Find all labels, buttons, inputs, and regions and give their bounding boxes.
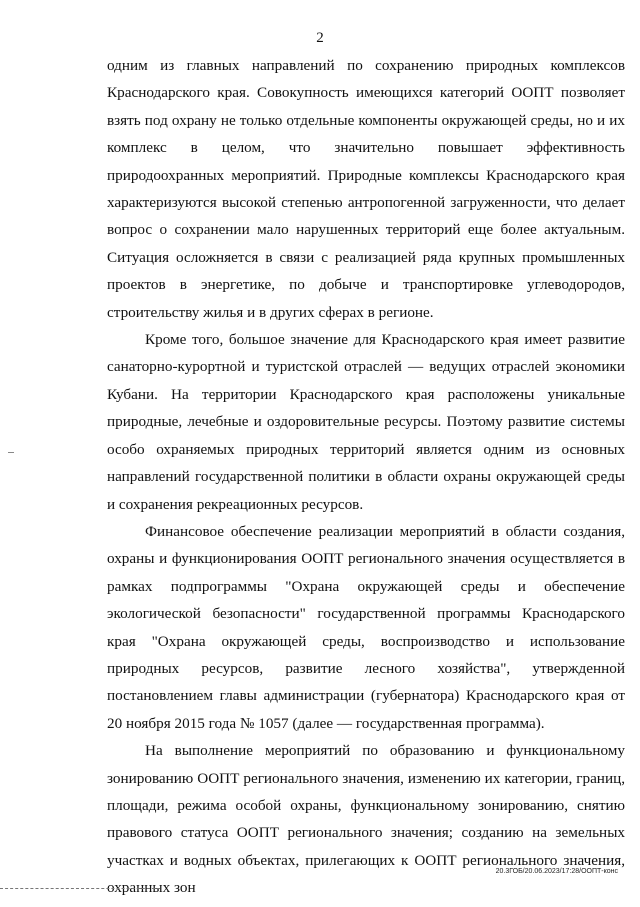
footer-dashed-line [0, 888, 160, 889]
paragraph-tourism: Кроме того, большое значение для Краснодарского края имеет развитие санаторно-курортной и туристской отраслей — ведущих отраслей экономики Кубани. На территории Краснодарского края расположены уникальные природные, лечебные и оздоровительные ресурсы. Поэтому развитие системы особо охраняемых природных территорий является одним из основных направлений государственной политики в области охраны окружающей среды и сохранения рекреационных ресурсов. [107, 331, 625, 513]
paragraph-financing: Финансовое обеспечение реализации мероприятий в области создания, охраны и функционирования ООПТ регионального значения осуществляется в рамках подпрограммы "Охрана окружающей среды и обеспечение экологической безопасности" государственной программы Краснодарского края "Охрана окружающей среды, воспроизводство и использование природных ресурсов, развитие лесного хозяйства", утвержденной постановлением главы администрации (губернатора) Краснодарского края от 20 ноября 2015 года № 1057 (далее — государственная программа). [107, 522, 625, 732]
footer-document-id: 20.3ГОБ/20.06.2023/17:28/ООПТ-конс [495, 868, 618, 875]
scan-artifact-mark [8, 452, 14, 453]
document-body [107, 52, 625, 902]
paragraph-continuation: одним из главных направлений по сохранению природных комплексов Краснодарского края. Совокупность имеющихся категорий ООПТ позволяет взять под охрану не только отдельные компоненты окружающей среды, но и их комплекс в целом, что значительно повышает эффективность природоохранных мероприятий. Природные комплексы Краснодарского края характеризуются высокой степенью антропогенной загруженности, что делает вопрос о сохранении мало нарушенных территорий еще более актуальным. Ситуация осложняется в связи с реализацией ряда крупных промышленных проектов в энергетике, по добыче и транспортировке углеводородов, строительству жилья и в других сферах в регионе. [107, 57, 625, 321]
page-number: 2 [316, 30, 324, 46]
paragraph-zoning: На выполнение мероприятий по образованию и функциональному зонированию ООПТ регионального значения, изменению их категории, границ, площади, режима особой охраны, функциональному зонированию, снятию правового статуса ООПТ регионального значения; созданию на земельных участках и водных объектах, прилегающих к ООПТ регионального значения, охранных зон [107, 742, 625, 897]
